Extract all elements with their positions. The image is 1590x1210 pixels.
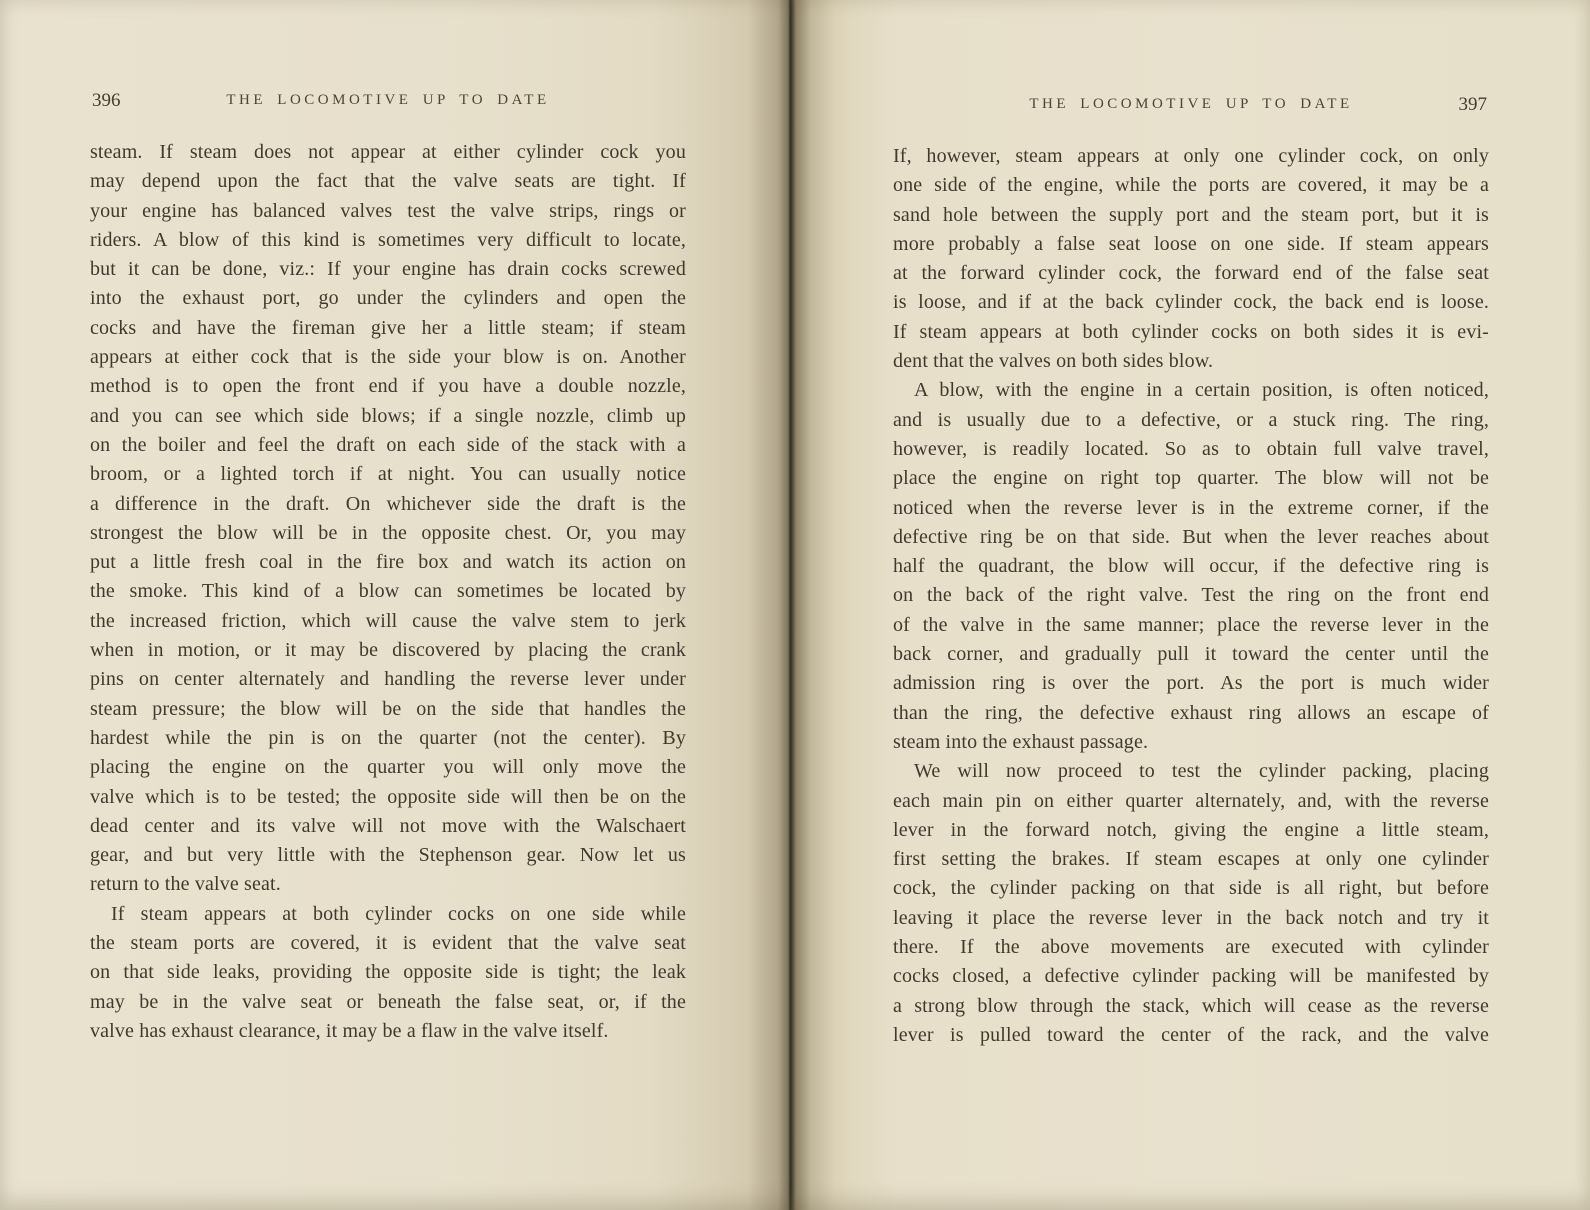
text-line: dent that the valves on both sides blow. (893, 350, 1214, 373)
text-line: one side of the engine, while the ports are covered, it may be a (893, 174, 1489, 197)
text-line: A blow, with the engine in a certain position, is often noticed, (914, 379, 1489, 402)
text-line: at the forward cylinder cock, the forward end of the false seat (893, 262, 1489, 285)
page-396-body (90, 138, 686, 1046)
text-line: gear, and but very little with the Stephenson gear. Now let us (90, 844, 686, 867)
paragraph (893, 376, 1489, 757)
text-line: the smoke. This kind of a blow can sometimes be located by (90, 580, 686, 603)
text-line: each main pin on either quarter alternately, and, with the reverse (893, 789, 1489, 812)
text-line: the steam ports are covered, it is evident that the valve seat (90, 932, 686, 955)
text-line: dead center and its valve will not move with the Walschaert (90, 814, 686, 837)
text-line: riders. A blow of this kind is sometimes very difficult to locate, (90, 228, 686, 251)
text-line: half the quadrant, the blow will occur, if the defective ring is (893, 555, 1489, 578)
page-397-body (893, 142, 1489, 1050)
text-line: there. If the above movements are executed with cylinder (893, 936, 1489, 959)
text-line: If, however, steam appears at only one cylinder cock, on only (893, 145, 1489, 167)
page-397-header (893, 96, 1489, 122)
text-line: return to the valve seat. (90, 873, 281, 896)
text-line: put a little fresh coal in the fire box and watch its action on (90, 551, 686, 574)
text-line: may be in the valve seat or beneath the false seat, or, if the (90, 990, 686, 1013)
text-line: hardest while the pin is on the quarter (not the center). By (90, 726, 686, 749)
text-line: on the boiler and feel the draft on each side of the stack with a (90, 433, 686, 456)
text-line: cock, the cylinder packing on that side is all right, but before (893, 877, 1489, 900)
text-line: valve which is to be tested; the opposite side will then be on the (90, 785, 686, 808)
paragraph-continuation (893, 142, 1489, 376)
text-line: placing the engine on the quarter you will only move the (90, 756, 686, 779)
text-line: sand hole between the supply port and the steam port, but it is (893, 203, 1489, 226)
text-line: is loose, and if at the back cylinder cock, the back end is loose. (893, 291, 1489, 314)
text-line: a strong blow through the stack, which will cease as the reverse (893, 994, 1489, 1017)
text-line: We will now proceed to test the cylinder packing, placing (914, 760, 1489, 783)
text-line: more probably a false seat loose on one side. If steam appears (893, 232, 1489, 255)
text-line: place the engine on right top quarter. The blow will not be (893, 467, 1489, 490)
text-line: your engine has balanced valves test the valve strips, rings or (90, 199, 686, 222)
text-line: cocks and have the fireman give her a little steam; if steam (90, 316, 686, 339)
text-line: valve has exhaust clearance, it may be a flaw in the valve itself. (90, 1019, 609, 1042)
paragraph (90, 900, 686, 1046)
text-line: lever is pulled toward the center of the rack, and the valve (893, 1023, 1489, 1046)
text-line: If steam appears at both cylinder cocks on both sides it is evi- (893, 320, 1489, 343)
text-line: strongest the blow will be in the opposite chest. Or, you may (90, 521, 686, 544)
text-line: steam into the exhaust passage. (893, 730, 1149, 753)
text-line: noticed when the reverse lever is in the extreme corner, if the (893, 496, 1489, 519)
running-title-right: THE LOCOMOTIVE UP TO DATE (1029, 96, 1353, 112)
text-line: appears at either cock that is the side your blow is on. Another (90, 346, 686, 369)
page-396-header (90, 92, 686, 118)
text-line: defective ring be on that side. But when the lever reaches about (893, 525, 1489, 548)
paragraph-continuation (90, 138, 686, 900)
text-line: back corner, and gradually pull it toward the center until the (893, 643, 1489, 666)
text-line: broom, or a lighted torch if at night. You can usually notice (90, 463, 686, 486)
text-line: cocks closed, a defective cylinder packing will be manifested by (893, 965, 1489, 988)
text-line: pins on center alternately and handling the reverse lever under (90, 668, 686, 691)
text-line: leaving it place the reverse lever in the back notch and try it (893, 906, 1489, 929)
text-line: admission ring is over the port. As the port is much wider (893, 672, 1489, 695)
text-line: but it can be done, viz.: If your engine has drain cocks screwed (90, 258, 686, 281)
page-number-397: 397 (1458, 94, 1487, 115)
text-line: on the back of the right valve. Test the ring on the front end (893, 584, 1489, 607)
text-line: on that side leaks, providing the opposite side is tight; the leak (90, 961, 686, 984)
page-number-396: 396 (92, 90, 121, 111)
text-line: a difference in the draft. On whichever side the draft is the (90, 492, 686, 515)
text-line: however, is readily located. So as to obtain full valve travel, (893, 437, 1489, 460)
text-line: of the valve in the same manner; place the reverse lever in the (893, 613, 1489, 636)
text-line: into the exhaust port, go under the cylinders and open the (90, 287, 686, 310)
paragraph (893, 757, 1489, 1050)
text-line: first setting the brakes. If steam escapes at only one cylinder (893, 848, 1489, 871)
text-line: steam. If steam does not appear at either cylinder cock you (90, 141, 686, 163)
page-397 (795, 0, 1590, 1210)
text-line: If steam appears at both cylinder cocks on one side while (111, 902, 686, 925)
text-line: the increased friction, which will cause the valve stem to jerk (90, 609, 686, 632)
text-line: than the ring, the defective exhaust ring allows an escape of (893, 701, 1489, 724)
text-line: when in motion, or it may be discovered by placing the crank (90, 639, 686, 662)
text-line: method is to open the front end if you have a double nozzle, (90, 375, 686, 398)
text-line: lever in the forward notch, giving the engine a little steam, (893, 818, 1489, 841)
running-title-left: THE LOCOMOTIVE UP TO DATE (226, 92, 550, 108)
text-line: may depend upon the fact that the valve seats are tight. If (90, 170, 686, 193)
text-line: steam pressure; the blow will be on the side that handles the (90, 697, 686, 720)
text-line: and you can see which side blows; if a single nozzle, climb up (90, 404, 686, 427)
text-line: and is usually due to a defective, or a stuck ring. The ring, (893, 408, 1489, 431)
